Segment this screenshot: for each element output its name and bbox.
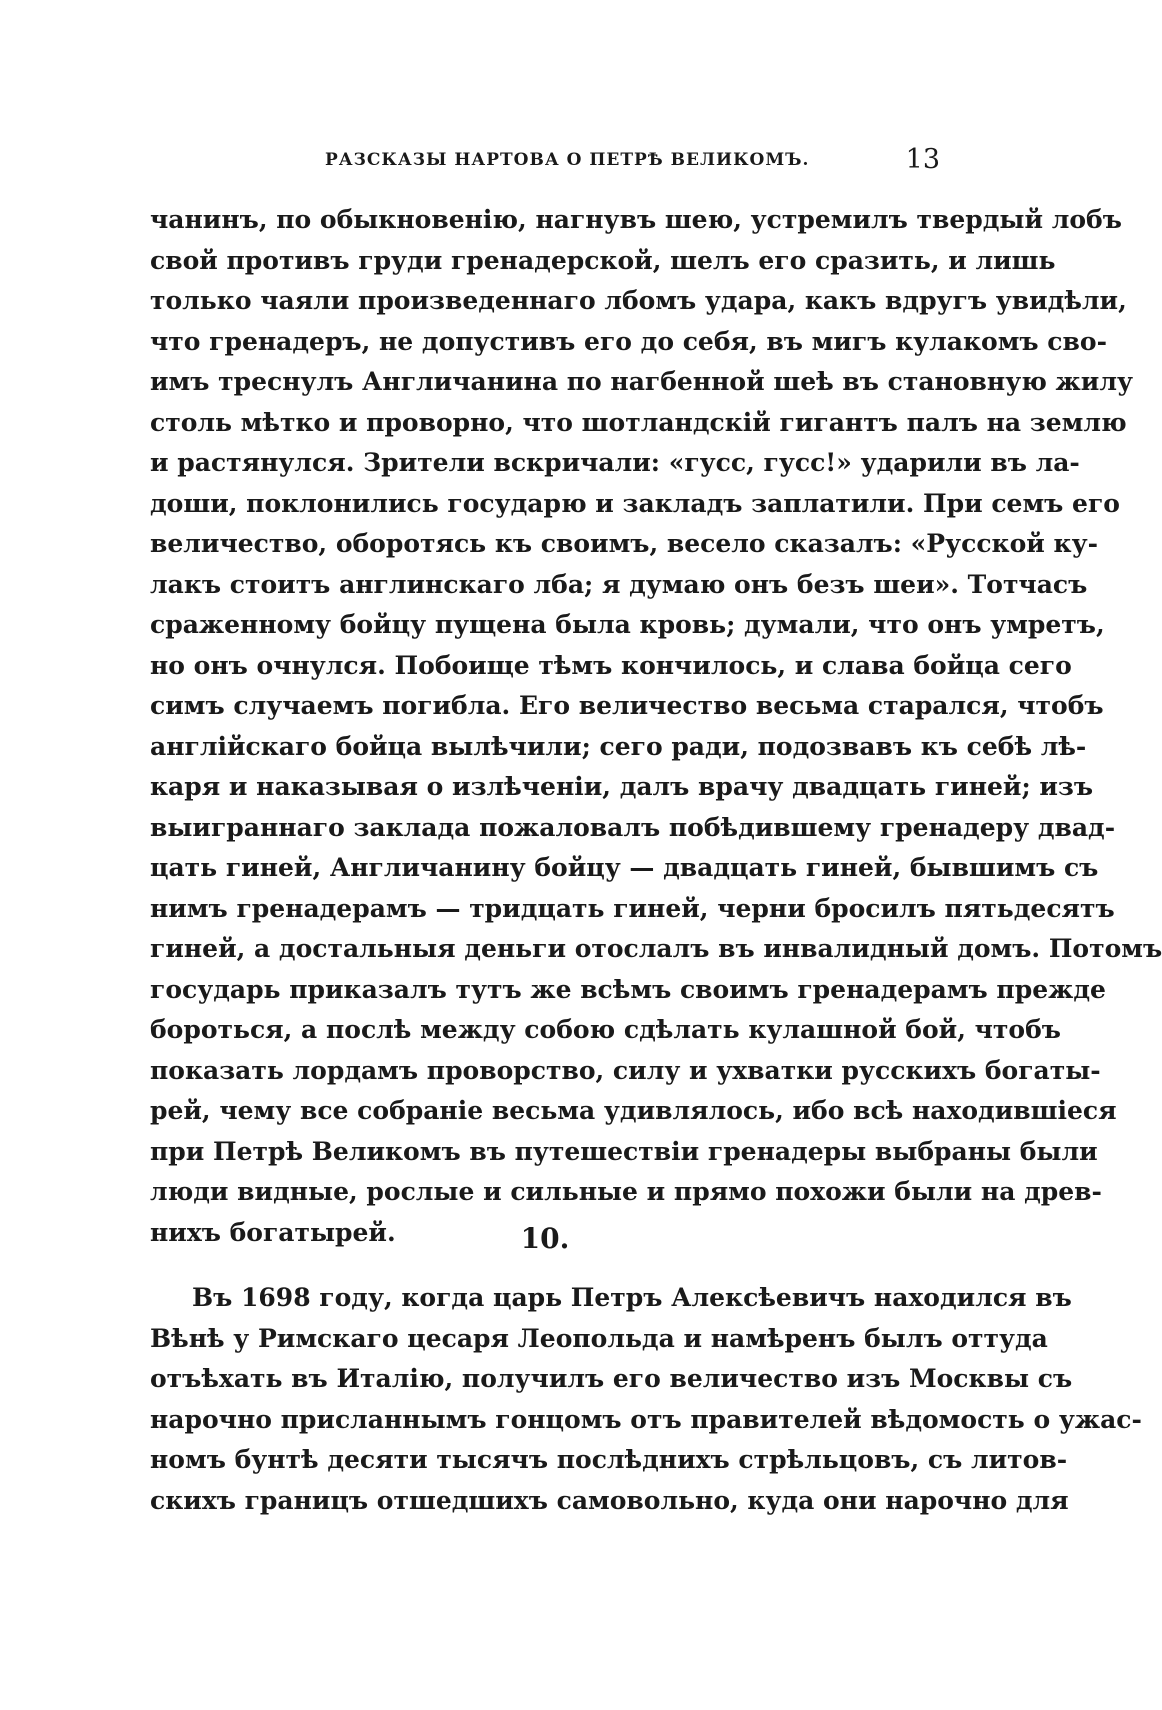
text-line: величество, оборотясь къ своимъ, весело сказалъ: «Русской ку-	[150, 529, 1098, 558]
text-line: нихъ богатырей.	[150, 1217, 396, 1247]
text-line: государь приказалъ тутъ же всѣмъ своимъ гренадерамъ прежде	[150, 974, 1106, 1004]
text-line: но онъ очнулся. Побоище тѣмъ кончилось, и слава бойца сего	[150, 650, 1072, 680]
text-line: и растянулся. Зрители вскричали: «гусс, гусс!» ударили въ ла-	[150, 448, 1080, 477]
text-line: цать гиней, Англичанину бойцу — двадцать гиней, бывшимъ съ	[150, 853, 1099, 882]
text-line: свой противъ груди гренадерской, шелъ его сразить, и лишь	[150, 245, 1056, 275]
running-header	[150, 144, 940, 184]
text-line: симъ случаемъ погибла. Его величество весьма старался, чтобъ	[150, 691, 1104, 720]
text-line: рей, чему все собраніе весьма удивлялось, ибо всѣ находившіеся	[150, 1096, 1117, 1125]
text-line: чанинъ, по обыкновенію, нагнувъ шею, устремилъ твердый лобъ	[150, 205, 1122, 234]
text-line: имъ треснулъ Англичанина по нагбенной шеѣ въ становную жилу	[150, 367, 1133, 396]
text-line: Вѣнѣ у Римскаго цесаря Леопольда и намѣренъ былъ оттуда	[150, 1323, 1048, 1353]
text-line: люди видные, рослые и сильные и прямо похожи были на древ-	[150, 1177, 1102, 1206]
text-line: что гренадеръ, не допустивъ его до себя, въ мигъ кулакомъ сво-	[150, 326, 1107, 356]
text-line: нимъ гренадерамъ — тридцать гиней, черни бросилъ пятьдесятъ	[150, 893, 1115, 923]
text-line: отъѣхать въ Италію, получилъ его величество изъ Москвы съ	[150, 1364, 1073, 1393]
text-line: Въ 1698 году, когда царь Петръ Алексѣевичъ находился въ	[192, 1283, 1072, 1312]
text-line: показать лордамъ проворство, силу и ухватки русскихъ богаты-	[150, 1055, 1101, 1085]
text-line: каря и наказывая о излѣченіи, далъ врачу двадцать гиней; изъ	[150, 772, 1094, 801]
text-line: лакъ стоитъ англинскаго лба; я думаю онъ безъ шеи». Тотчасъ	[150, 569, 1088, 599]
page-number: 13	[905, 144, 940, 175]
text-line: только чаяли произведеннаго лбомъ удара, какъ вдругъ увидѣли,	[150, 286, 1127, 315]
paragraph-section-10	[150, 1278, 1142, 1521]
text-line: англійскаго бойца вылѣчили; сего ради, подозвавъ къ себѣ лѣ-	[150, 731, 1087, 761]
text-line: при Петрѣ Великомъ въ путешествіи гренадеры выбраны были	[150, 1136, 1098, 1166]
text-line: бороться, а послѣ между собою сдѣлать кулашной бой, чтобъ	[150, 1015, 1061, 1044]
running-title: РАЗСКАЗЫ НАРТОВА О ПЕТРѢ ВЕЛИКОМЪ.	[325, 150, 810, 170]
text-line: сраженному бойцу пущена была кровь; думали, что онъ умретъ,	[150, 610, 1105, 639]
text-line: гиней, а достальныя деньги отослалъ въ инвалидный домъ. Потомъ	[150, 934, 1162, 963]
section-heading: 10.	[520, 1222, 570, 1255]
text-line: нарочно присланнымъ гонцомъ отъ правителей вѣдомость о ужас-	[150, 1404, 1142, 1434]
text-line: скихъ границъ отшедшихъ самовольно, куда они нарочно для	[150, 1485, 1069, 1515]
paragraph-continued	[150, 200, 1162, 1253]
text-line: номъ бунтѣ десяти тысячъ послѣднихъ стрѣльцовъ, съ литов-	[150, 1445, 1068, 1474]
text-line: выиграннаго заклада пожаловалъ побѣдившему гренадеру двад-	[150, 812, 1116, 842]
text-line: доши, поклонились государю и закладъ заплатили. При семъ его	[150, 488, 1120, 518]
text-line: столь мѣтко и проворно, что шотландскій гигантъ палъ на землю	[150, 407, 1127, 437]
